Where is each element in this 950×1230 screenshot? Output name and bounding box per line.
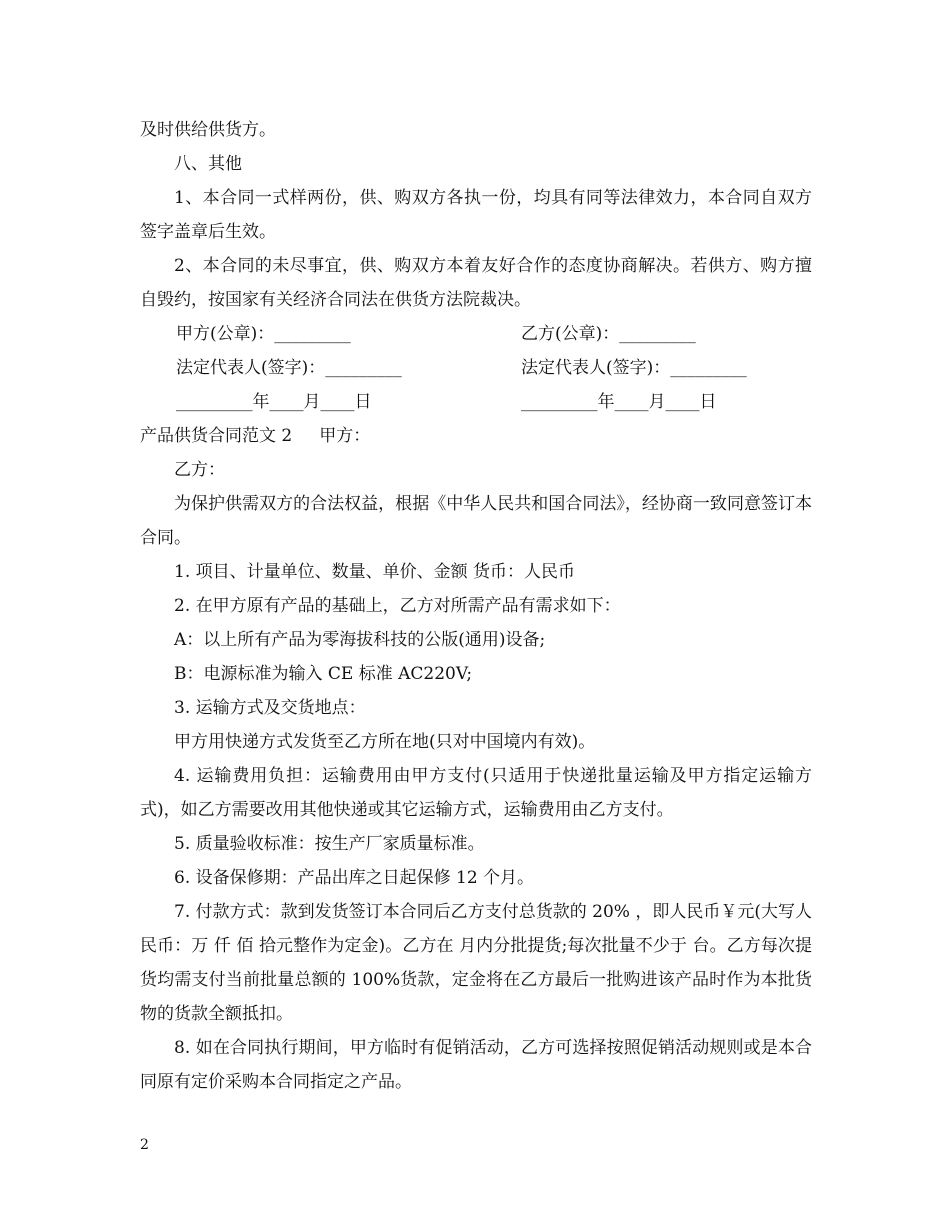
- clause-item: 7. 付款方式：款到发货签订本合同后乙方支付总货款的 20% ，即人民币￥元(大写人民币：万 仟 佰 拾元整作为定金)。乙方在 月内分批提货;每次批量不少于 台。乙方每次提货均需支付当前批量总额的 100%货款，定金将在乙方最后一批购进该产品时作为本批货物的货款全额抵扣。: [140, 902, 812, 1024]
- clause-item: 6. 设备保修期：产品出库之日起保修 12 个月。: [174, 868, 535, 888]
- signature-row-representative: [140, 351, 812, 385]
- clause-item: 5. 质量验收标准：按生产厂家质量标准。: [174, 834, 485, 854]
- paragraph: 1、本合同一式样两份，供、购双方各执一份，均具有同等法律效力，本合同自双方签字盖章后生效。: [140, 188, 812, 242]
- party-b-seal-field: 乙方(公章)：_________: [521, 324, 696, 344]
- paragraph: 及时供给供货方。: [140, 120, 276, 140]
- clause-item: 3. 运输方式及交货地点：: [174, 698, 366, 718]
- clause-subitem: B：电源标准为输入 CE 标准 AC220V;: [174, 664, 473, 684]
- party-a-date-field: _________年____月____日: [176, 392, 372, 412]
- signature-row-date: [140, 385, 812, 419]
- party-a-seal-field: 甲方(公章)：_________: [176, 324, 351, 344]
- party-b-date-field: _________年____月____日: [521, 392, 717, 412]
- page-number: 2: [140, 1137, 149, 1153]
- document-body: [140, 113, 812, 1099]
- paragraph: 2、本合同的未尽事宜，供、购双方本着友好合作的态度协商解决。若供方、购方擅自毁约，按国家有关经济合同法在供货方法院裁决。: [140, 256, 812, 310]
- clause-item: 1. 项目、计量单位、数量、单价、金额 货币：人民币: [174, 562, 576, 582]
- section-heading-other: 八、其他: [174, 154, 242, 174]
- party-b-representative-field: 法定代表人(签字)：_________: [521, 358, 747, 378]
- clause-item: 2. 在甲方原有产品的基础上，乙方对所需产品有需求如下：: [174, 596, 621, 616]
- clause-detail: 甲方用快递方式发货至乙方所在地(只对中国境内有效)。: [174, 732, 596, 752]
- clause-item: 4. 运输费用负担：运输费用由甲方支付(只适用于快递批量运输及甲方指定运输方式)，如乙方需要改用其他快递或其它运输方式，运输费用由乙方支付。: [140, 766, 812, 820]
- contract-title-line: 产品供货合同范文 2 甲方：: [140, 426, 371, 446]
- party-a-representative-field: 法定代表人(签字)：_________: [176, 358, 402, 378]
- clause-item: 8. 如在合同执行期间，甲方临时有促销活动，乙方可选择按照促销活动规则或是本合同原有定价采购本合同指定之产品。: [140, 1038, 812, 1092]
- paragraph: 为保护供需双方的合法权益，根据《中华人民共和国合同法》，经协商一致同意签订本合同。: [140, 494, 812, 548]
- signature-row-seal: [140, 317, 812, 351]
- clause-subitem: A：以上所有产品为零海拔科技的公版(通用)设备;: [174, 630, 546, 650]
- party-b-label: 乙方：: [174, 460, 225, 480]
